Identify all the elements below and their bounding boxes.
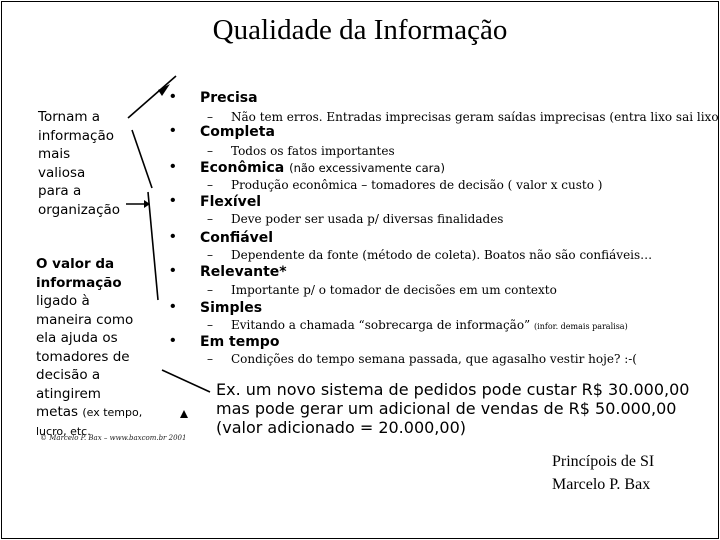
left-line: mais bbox=[38, 146, 71, 162]
bullet: • bbox=[170, 122, 176, 139]
item-sub-completa: – Todos os fatos importantes bbox=[207, 144, 395, 158]
example-line: Ex. um novo sistema de pedidos pode custar R$ 30.000,00 bbox=[216, 380, 690, 399]
left-line: valiosa bbox=[38, 164, 86, 181]
item-head-simples: Simples bbox=[200, 300, 263, 316]
value-line: maneira como bbox=[36, 311, 134, 328]
footer bbox=[552, 450, 654, 496]
value-tail: lucro, etc. bbox=[36, 424, 91, 438]
value-line: ela ajuda os bbox=[36, 330, 118, 346]
slide-title: Qualidade da Informação bbox=[212, 14, 508, 46]
item-sub-em-tempo: – Condições do tempo semana passada, que agasalho vestir hoje? :-( bbox=[207, 352, 637, 366]
footer-course: Princípois de SI bbox=[552, 453, 655, 470]
value-heading: informação bbox=[36, 274, 122, 291]
bullet: • bbox=[170, 298, 176, 315]
footer-author: Marcelo P. Bax bbox=[552, 476, 651, 493]
item-sub-simples: – Evitando a chamada “sobrecarga de informação” (infor. demais paralisa) bbox=[207, 318, 628, 332]
item-head-relevante: Relevante* bbox=[200, 264, 287, 280]
item-head-flexivel: Flexível bbox=[200, 194, 262, 210]
left-line: para a bbox=[38, 183, 82, 199]
value-heading: O valor da bbox=[36, 256, 115, 272]
example-block bbox=[216, 380, 689, 437]
arrow-line-c bbox=[162, 370, 210, 392]
item-sub-economica: – Produção econômica – tomadores de decisão ( valor x custo ) bbox=[207, 178, 603, 192]
bullet: • bbox=[170, 192, 176, 209]
value-line: metas (ex tempo, bbox=[36, 404, 143, 420]
left-line: informação bbox=[38, 127, 115, 144]
bullet: • bbox=[170, 158, 176, 175]
left-line: organização bbox=[38, 201, 121, 218]
left-line: Tornam a bbox=[38, 109, 101, 125]
item-sub-confiavel: – Dependente da fonte (método de coleta). Boatos não são confiáveis… bbox=[207, 248, 653, 262]
slide-image bbox=[26, 70, 719, 454]
value-line: tomadores de bbox=[36, 348, 130, 365]
bullet: • bbox=[170, 262, 176, 279]
arrow-head-3 bbox=[180, 410, 188, 418]
left-box-quality bbox=[38, 108, 148, 219]
value-note: (ex tempo, bbox=[82, 406, 143, 419]
item-head-completa: Completa bbox=[200, 124, 275, 140]
value-line: ligado à bbox=[36, 293, 90, 309]
value-line: atingirem bbox=[36, 385, 101, 402]
item-sub-flexivel: – Deve poder ser usada p/ diversas finalidades bbox=[207, 212, 504, 226]
bullet: • bbox=[170, 228, 176, 245]
example-line: mas pode gerar um adicional de vendas de R$ 50.000,00 bbox=[216, 399, 677, 418]
example-line: (valor adicionado = 20.000,00) bbox=[216, 418, 466, 437]
left-box-value bbox=[36, 255, 154, 441]
item-sub-precisa: – Não tem erros. Entradas imprecisas geram saídas imprecisas (entra lixo sai lixo bbox=[207, 110, 719, 124]
item-sub-relevante: – Importante p/ o tomador de decisões em um contexto bbox=[207, 283, 557, 297]
value-line: decisão a bbox=[36, 367, 101, 383]
item-head-economica: Econômica (não excessivamente cara) bbox=[200, 160, 445, 176]
credit-line: © Marcelo P. Bax – www.baxcom.br 2001 bbox=[40, 434, 187, 442]
item-head-precisa: Precisa bbox=[200, 90, 258, 106]
item-head-confiavel: Confiável bbox=[200, 230, 274, 246]
bullet: • bbox=[170, 332, 176, 349]
bullet: • bbox=[170, 88, 176, 105]
item-head-em-tempo: Em tempo bbox=[200, 334, 280, 350]
